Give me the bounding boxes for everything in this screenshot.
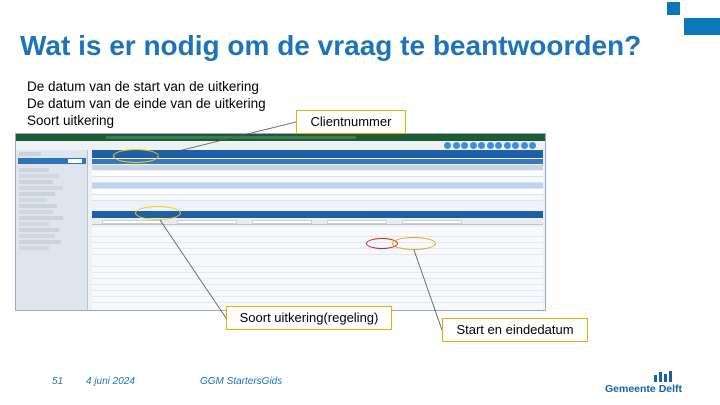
callout-soort-uitkering: Soort uitkering(regeling) bbox=[226, 306, 392, 330]
bullet-end-date: De datum van de einde van de uitkering bbox=[27, 96, 266, 111]
slide-title: Wat is er nodig om de vraag te beantwoorden? bbox=[20, 30, 642, 61]
bullet-soort-uitkering: Soort uitkering bbox=[27, 113, 115, 128]
bullet-start-date: De datum van de start van de uitkering bbox=[27, 79, 259, 94]
callout-start-eindedatum: Start en eindedatum bbox=[442, 318, 588, 342]
page-number: 51 bbox=[52, 376, 64, 387]
footer-date: 4 juni 2024 bbox=[86, 376, 135, 387]
gemeente-delft-logo bbox=[605, 370, 715, 400]
logo-text: Gemeente Delft bbox=[605, 383, 683, 395]
crown-icon bbox=[653, 371, 675, 382]
callout-clientnummer: Clientnummer bbox=[296, 110, 406, 134]
footer-source: GGM StartersGids bbox=[200, 376, 283, 387]
